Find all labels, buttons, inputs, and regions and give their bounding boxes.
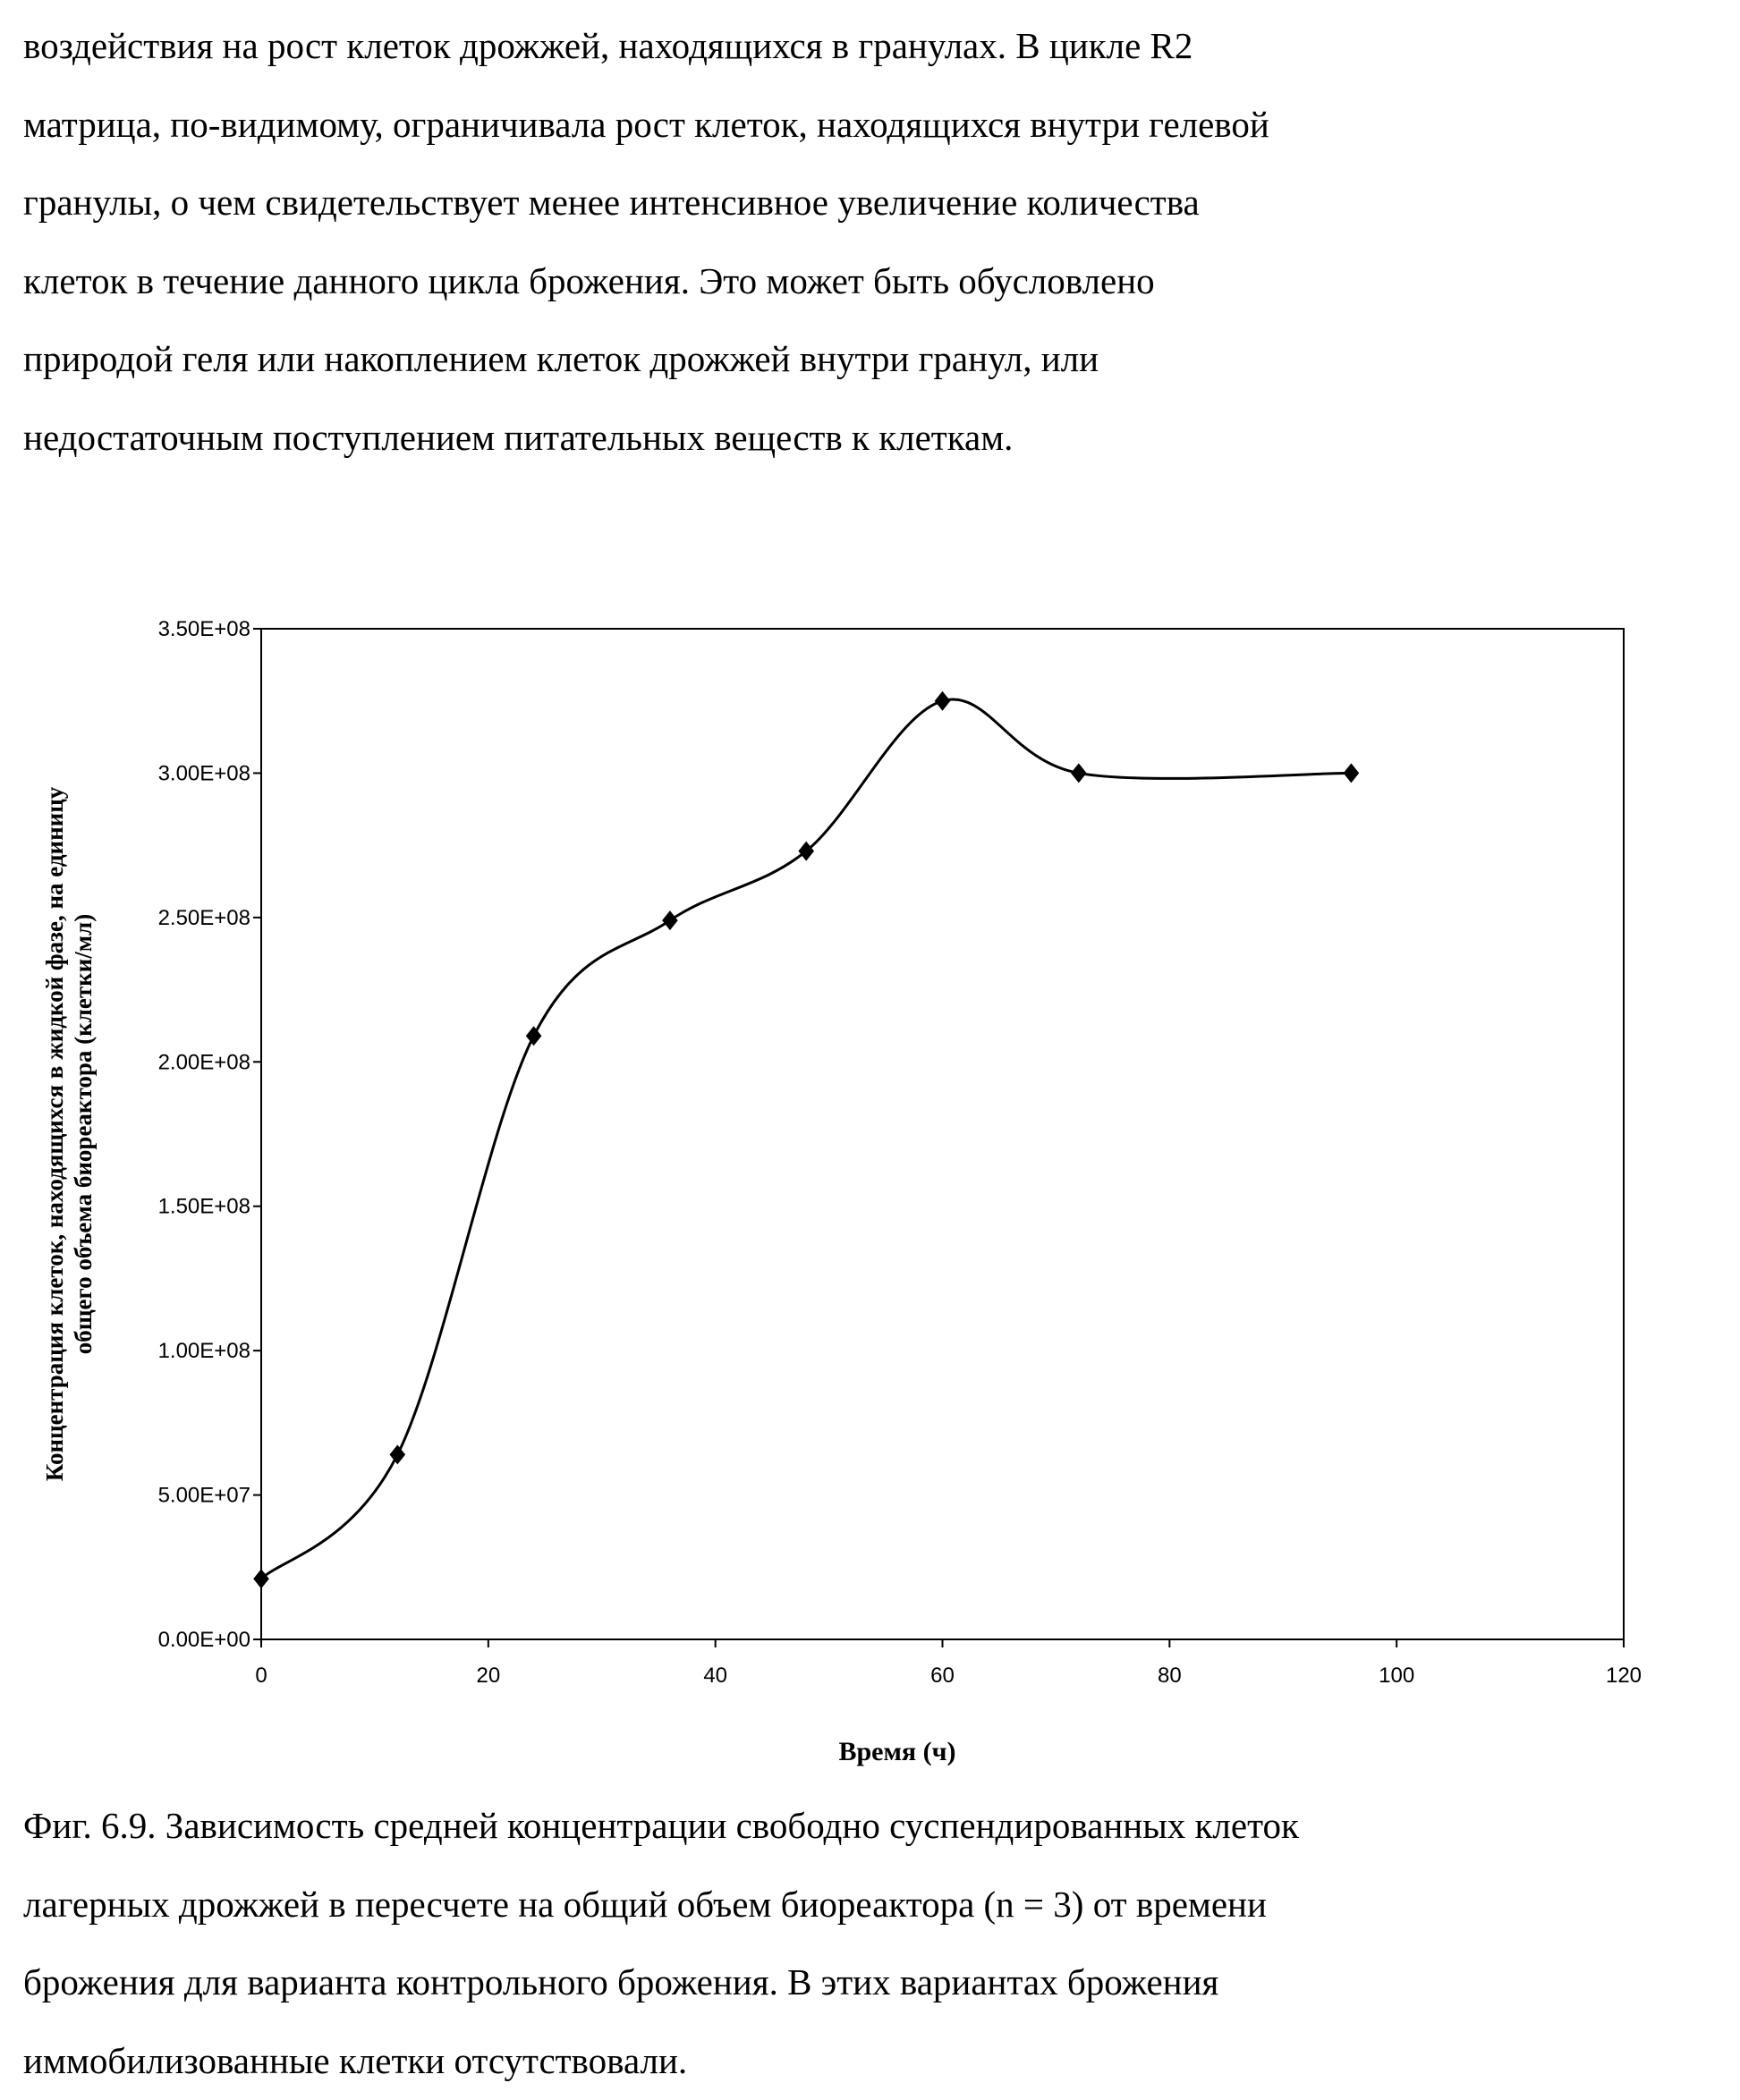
figure-caption [23,1787,1723,2100]
text-line: гранулы, о чем свидетельствует менее интенсивное увеличение количества [23,164,1723,242]
x-tick-label: 0 [255,1664,267,1688]
caption-line: Фиг. 6.9. Зависимость средней концентрации свободно суспендированных клеток [23,1787,1723,1866]
x-tick-label: 80 [1158,1664,1182,1688]
plot-area-frame [261,629,1624,1639]
data-point-marker [390,1444,406,1464]
data-point-marker [253,1569,269,1588]
y-tick-label: 5.00E+07 [158,1484,250,1508]
y-axis-title-line-2: общего объема биореактора (клетки/мл) [70,914,97,1355]
series-line [261,699,1351,1579]
text-line: природой геля или накоплением клеток дрожжей внутри гранул, или [23,320,1723,399]
y-tick-label: 2.50E+08 [158,906,250,930]
data-point-marker [526,1026,542,1046]
caption-line: брожения для варианта контрольного брожения. В этих вариантах брожения [23,1943,1723,2022]
x-axis-title: Время (ч) [838,1737,955,1766]
y-tick-label: 0.00E+00 [158,1628,250,1652]
text-line: воздействия на рост клеток дрожжей, находящихся в гранулах. В цикле R2 [23,7,1723,86]
y-tick-label: 3.00E+08 [158,761,250,785]
data-point-marker [798,842,814,861]
y-tick-label: 2.00E+08 [158,1050,250,1074]
line-chart [0,0,1740,2091]
text-line: матрица, по-видимому, ограничивала рост клеток, находящихся внутри гелевой [23,86,1723,165]
data-point-marker [935,691,951,711]
data-point-marker [1344,763,1360,783]
y-axis-title-line-1: Концентрация клеток, находящихся в жидкой фазе, на единицу [41,786,68,1481]
x-tick-label: 40 [703,1664,727,1688]
caption-line: иммобилизованные клетки отсутствовали. [23,2022,1723,2100]
text-line: клеток в течение данного цикла брожения. Это может быть обусловлено [23,242,1723,321]
y-tick-label: 1.50E+08 [158,1195,250,1219]
data-point-marker [1071,763,1087,783]
x-tick-label: 60 [930,1664,955,1688]
x-tick-label: 120 [1606,1664,1642,1688]
y-tick-label: 1.00E+08 [158,1339,250,1363]
text-line: недостаточным поступлением питательных веществ к клеткам. [23,399,1723,478]
data-point-marker [662,910,678,930]
y-tick-label: 3.50E+08 [158,617,250,641]
caption-line: лагерных дрожжей в пересчете на общий объем биореактора (n = 3) от времени [23,1866,1723,1944]
x-tick-label: 100 [1379,1664,1414,1688]
x-tick-label: 20 [476,1664,500,1688]
